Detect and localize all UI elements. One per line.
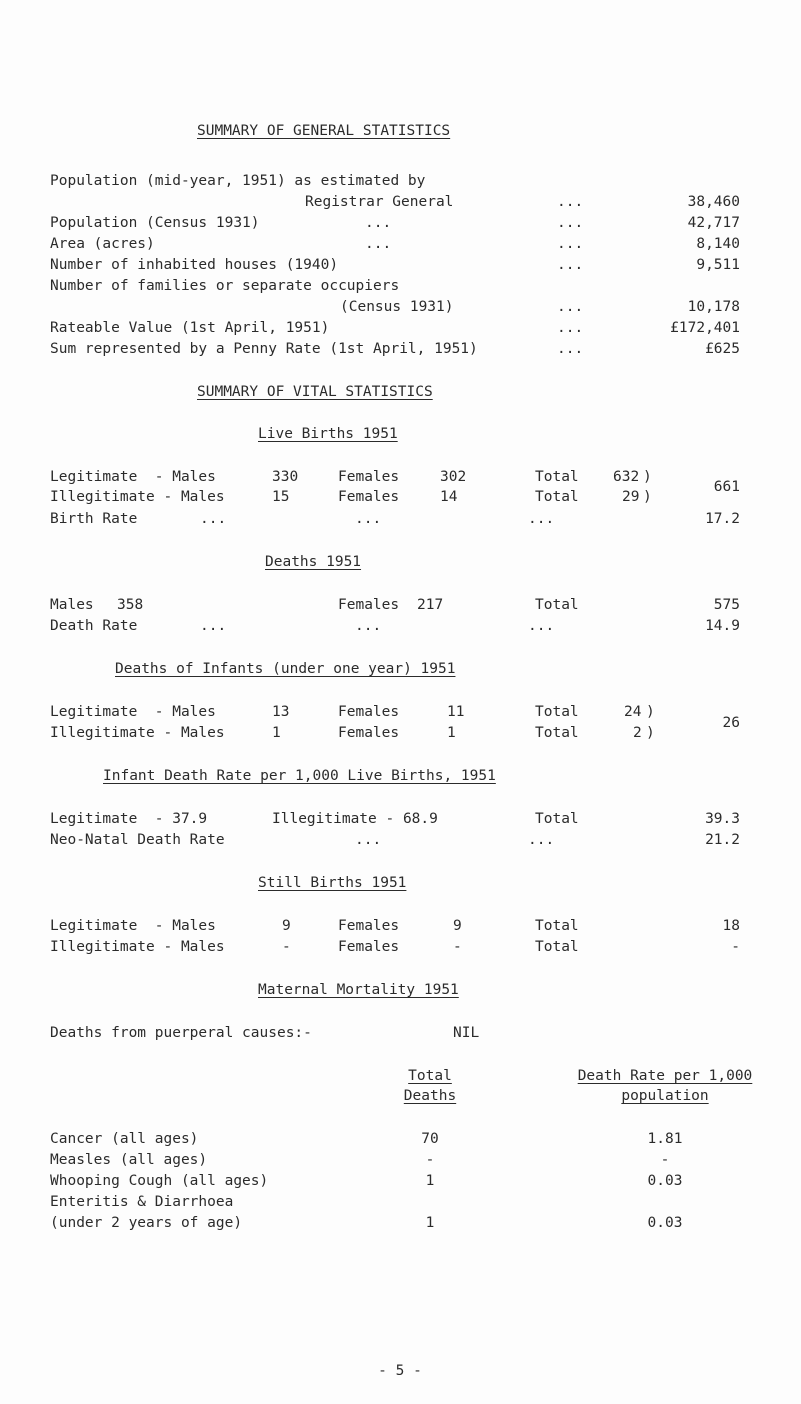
still-heading: Still Births 1951 (258, 875, 407, 891)
cause-rate: 1.81 (647, 1131, 683, 1147)
dots: ... (355, 511, 382, 527)
total-label: Total (535, 918, 579, 934)
cause-deaths: - (425, 1152, 435, 1168)
penny-value: £625 (705, 341, 740, 357)
dots: ... (528, 618, 555, 634)
females-label: Females (338, 939, 400, 955)
brace: ) (643, 469, 652, 485)
birth-rate: 17.2 (705, 511, 740, 527)
inf-legit-females: 11 (447, 704, 465, 720)
dots: ... (557, 236, 584, 252)
deaths-females: 217 (417, 597, 444, 613)
deaths-males-label: Males (50, 597, 94, 613)
families-label: Number of families or separate occupiers (50, 278, 400, 294)
rateable-value: £172,401 (670, 320, 740, 336)
dots: ... (365, 236, 392, 252)
deaths-total: 575 (713, 597, 740, 613)
females-label: Females (338, 469, 400, 485)
deaths-total-label: Total (535, 597, 579, 613)
still-illegit-males: - (282, 939, 291, 955)
inf-illegit-females: 1 (447, 725, 456, 741)
imr-total-label: Total (535, 811, 579, 827)
still-legit-total: 18 (722, 918, 740, 934)
pop-mid-value: 38,460 (687, 194, 740, 210)
illegit-total: 29 (622, 489, 640, 505)
pop-mid-label: Population (mid-year, 1951) as estimated by (50, 173, 426, 189)
cause-deaths: 70 (421, 1131, 439, 1147)
families-label-2: (Census 1931) (340, 299, 454, 315)
dots: ... (557, 299, 584, 315)
live-births-heading: Live Births 1951 (258, 426, 398, 442)
area-value: 8,140 (696, 236, 740, 252)
pop-mid-label-2: Registrar General (305, 194, 454, 210)
death-rate: 14.9 (705, 618, 740, 634)
inf-total: 26 (722, 715, 740, 731)
illegit-label: Illegitimate - Males (50, 489, 225, 505)
imr-illegit: Illegitimate - 68.9 (272, 811, 438, 827)
inf-legit-total: 24 (624, 704, 642, 720)
families-value: 10,178 (687, 299, 740, 315)
deaths-males: 358 (117, 597, 144, 613)
females-label: Females (338, 918, 400, 934)
general-heading: SUMMARY OF GENERAL STATISTICS (197, 123, 451, 139)
cause-rate: 0.03 (647, 1173, 683, 1189)
cause-label: Cancer (all ages) (50, 1131, 199, 1147)
still-legit-females: 9 (453, 918, 462, 934)
dots: ... (528, 832, 555, 848)
cause-deaths: 1 (425, 1173, 435, 1189)
cause-label: (under 2 years of age) (50, 1215, 243, 1231)
inf-legit-label: Legitimate - Males (50, 704, 216, 720)
dots: ... (557, 320, 584, 336)
imr-total: 39.3 (705, 811, 740, 827)
houses-label: Number of inhabited houses (1940) (50, 257, 339, 273)
inf-illegit-males: 1 (272, 725, 281, 741)
page-number: - 5 - (378, 1363, 422, 1379)
dots: ... (365, 215, 392, 231)
total-label: Total (535, 725, 579, 741)
puerperal-label: Deaths from puerperal causes:- (50, 1025, 312, 1041)
cause-deaths: 1 (425, 1215, 435, 1231)
deaths-heading: Deaths 1951 (265, 554, 362, 570)
inf-illegit-total: 2 (633, 725, 642, 741)
imr-legit: Legitimate - 37.9 (50, 811, 208, 827)
live-births-total: 661 (713, 479, 740, 495)
col-total-deaths-1: Total (408, 1068, 452, 1084)
brace: ) (643, 489, 652, 505)
still-legit-males: 9 (282, 918, 291, 934)
inf-legit-males: 13 (272, 704, 290, 720)
total-label: Total (535, 469, 579, 485)
legit-total: 632 (613, 469, 640, 485)
still-illegit-label: Illegitimate - Males (50, 939, 225, 955)
maternal-heading: Maternal Mortality 1951 (258, 982, 459, 998)
puerperal-value: NIL (453, 1025, 480, 1041)
dots: ... (200, 618, 227, 634)
legit-males: 330 (272, 469, 299, 485)
illegit-males: 15 (272, 489, 290, 505)
brace: ) (646, 704, 655, 720)
cause-rate: 0.03 (647, 1215, 683, 1231)
dots: ... (528, 511, 555, 527)
cause-rate: - (660, 1152, 670, 1168)
birth-rate-label: Birth Rate (50, 511, 138, 527)
dots: ... (355, 832, 382, 848)
infant-heading: Deaths of Infants (under one year) 1951 (115, 661, 456, 677)
inf-illegit-label: Illegitimate - Males (50, 725, 225, 741)
area-label: Area (acres) (50, 236, 155, 252)
neonatal-label: Neo-Natal Death Rate (50, 832, 225, 848)
deaths-females-label: Females (338, 597, 400, 613)
dots: ... (557, 194, 584, 210)
still-illegit-total: - (731, 939, 740, 955)
dots: ... (557, 257, 584, 273)
cause-label: Measles (all ages) (50, 1152, 208, 1168)
still-legit-label: Legitimate - Males (50, 918, 216, 934)
cause-label: Enteritis & Diarrhoea (50, 1194, 234, 1210)
dots: ... (557, 215, 584, 231)
pop-census-value: 42,717 (687, 215, 740, 231)
females-label: Females (338, 704, 400, 720)
dots: ... (557, 341, 584, 357)
imr-heading: Infant Death Rate per 1,000 Live Births, 1951 (103, 768, 496, 784)
total-label: Total (535, 704, 579, 720)
col-total-deaths-2: Deaths (403, 1088, 457, 1104)
total-label: Total (535, 939, 579, 955)
pop-census-label: Population (Census 1931) (50, 215, 260, 231)
legit-label: Legitimate - Males (50, 469, 216, 485)
rateable-label: Rateable Value (1st April, 1951) (50, 320, 330, 336)
death-rate-label: Death Rate (50, 618, 138, 634)
females-label: Females (338, 725, 400, 741)
illegit-females: 14 (440, 489, 458, 505)
penny-label: Sum represented by a Penny Rate (1st April, 1951) (50, 341, 478, 357)
dots: ... (355, 618, 382, 634)
females-label: Females (338, 489, 400, 505)
cause-label: Whooping Cough (all ages) (50, 1173, 269, 1189)
houses-value: 9,511 (696, 257, 740, 273)
dots: ... (200, 511, 227, 527)
col-death-rate-2: population (621, 1088, 709, 1104)
total-label: Total (535, 489, 579, 505)
brace: ) (646, 725, 655, 741)
still-illegit-females: - (453, 939, 462, 955)
col-death-rate-1: Death Rate per 1,000 (577, 1068, 753, 1084)
neonatal-value: 21.2 (705, 832, 740, 848)
vital-heading: SUMMARY OF VITAL STATISTICS (197, 384, 433, 400)
legit-females: 302 (440, 469, 467, 485)
